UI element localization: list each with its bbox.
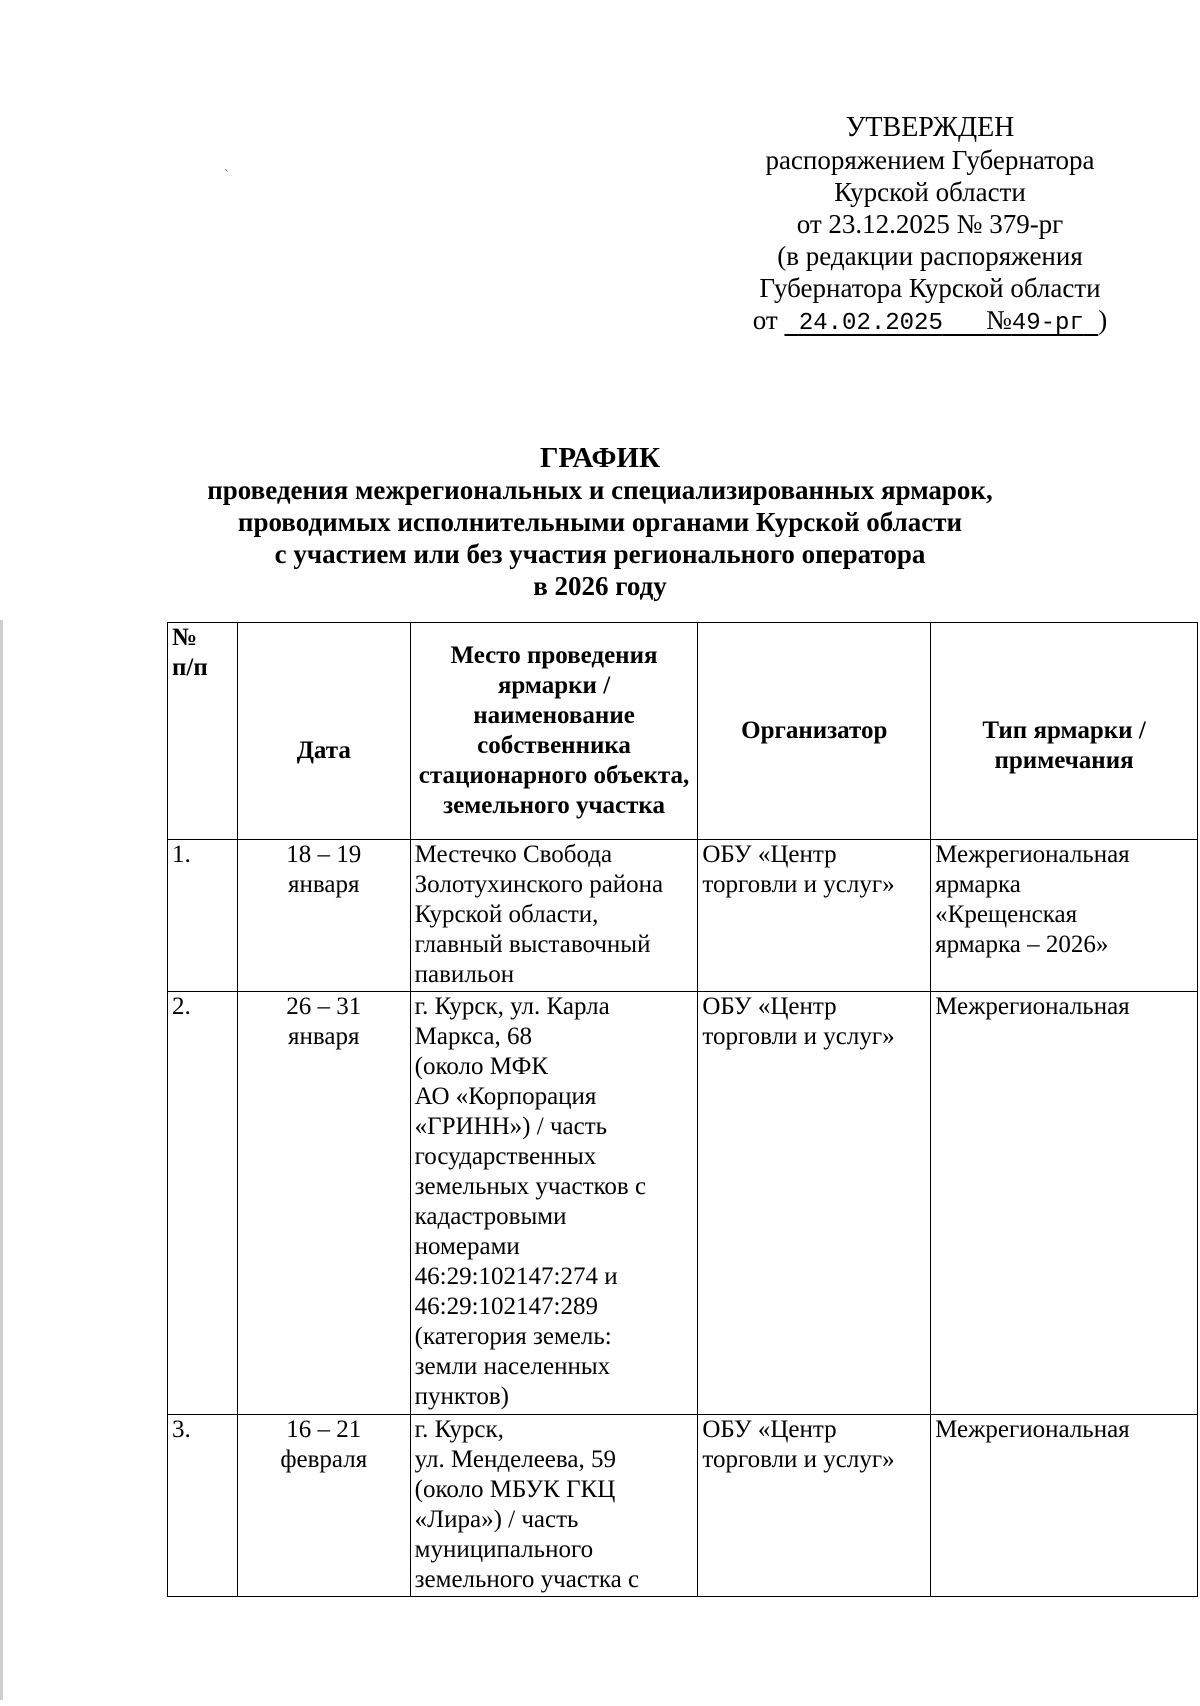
- row-number: 3.: [168, 1415, 238, 1597]
- title-heading: ГРАФИК: [539, 442, 661, 474]
- header-place: Место проведения ярмарки / наименование собственника стационарного объекта, земельного участка: [410, 623, 698, 840]
- row-place: г. Курск, ул. Карла Маркса, 68 (около МФК АО «Корпорация «ГРИНН») / часть государственных земельных участков с кадастровыми номерами 46:29:102147:274 и 46:29:102147:289 (категория земель: земли населенных пунктов): [410, 992, 698, 1415]
- row-organizer: ОБУ «Центр торговли и услуг»: [698, 840, 931, 992]
- table-row: [168, 992, 1198, 1415]
- row-organizer: ОБУ «Центр торговли и услуг»: [698, 1415, 931, 1597]
- row-organizer: ОБУ «Центр торговли и услуг»: [698, 992, 931, 1415]
- header-number: № п/п: [168, 623, 238, 840]
- row-date: 26 – 31 января: [237, 992, 410, 1415]
- header-type: Тип ярмарки / примечания: [931, 623, 1198, 840]
- row-number: 1.: [168, 840, 238, 992]
- number-prefix: №: [986, 305, 1012, 335]
- scan-edge-shadow: [0, 620, 3, 1700]
- header-organizer: Организатор: [698, 623, 931, 840]
- approval-date-line: [720, 304, 1140, 340]
- closing-paren: ): [1098, 305, 1108, 335]
- title-line: проводимых исполнительными органами Курской области: [237, 507, 963, 537]
- fair-schedule-table: [167, 622, 1198, 1597]
- approval-line: распоряжением Губернатора: [765, 145, 1095, 175]
- approval-line: от 23.12.2025 № 379-рг: [796, 209, 1064, 239]
- from-prefix: от: [752, 305, 778, 335]
- approval-line: (в редакции распоряжения: [777, 241, 1083, 271]
- row-place: г. Курск, ул. Менделеева, 59 (около МБУК ГКЦ «Лира») / часть муниципального земельного участка с: [410, 1415, 698, 1597]
- approval-line: Курской области: [834, 177, 1026, 207]
- row-date: 18 – 19 января: [237, 840, 410, 992]
- edit-number: 49-рг: [1011, 310, 1084, 337]
- row-date: 16 – 21 февраля: [237, 1415, 410, 1597]
- title-line: в 2026 году: [533, 571, 667, 601]
- title-line: с участием или без участия регионального оператора: [274, 539, 926, 569]
- row-place: Местечко Свобода Золотухинского района Курской области, главный выставочный павильон: [410, 840, 698, 992]
- edit-date: 24.02.2025: [798, 310, 943, 337]
- scan-artifact: `: [224, 168, 229, 183]
- row-type: Межрегиональная: [931, 1415, 1198, 1597]
- table-row: [168, 840, 1198, 992]
- header-date: Дата: [237, 623, 410, 840]
- row-number: 2.: [168, 992, 238, 1415]
- approval-block: [720, 112, 1140, 340]
- approval-line: Губернатора Курской области: [759, 273, 1101, 303]
- row-type: Межрегиональная ярмарка «Крещенская ярмарка – 2026»: [931, 840, 1198, 992]
- title-line: проведения межрегиональных и специализированных ярмарок,: [207, 475, 993, 505]
- approval-heading: УТВЕРЖДЕН: [845, 112, 1015, 143]
- document-title: [150, 442, 1050, 602]
- row-type: Межрегиональная: [931, 992, 1198, 1415]
- table-row: [168, 1415, 1198, 1597]
